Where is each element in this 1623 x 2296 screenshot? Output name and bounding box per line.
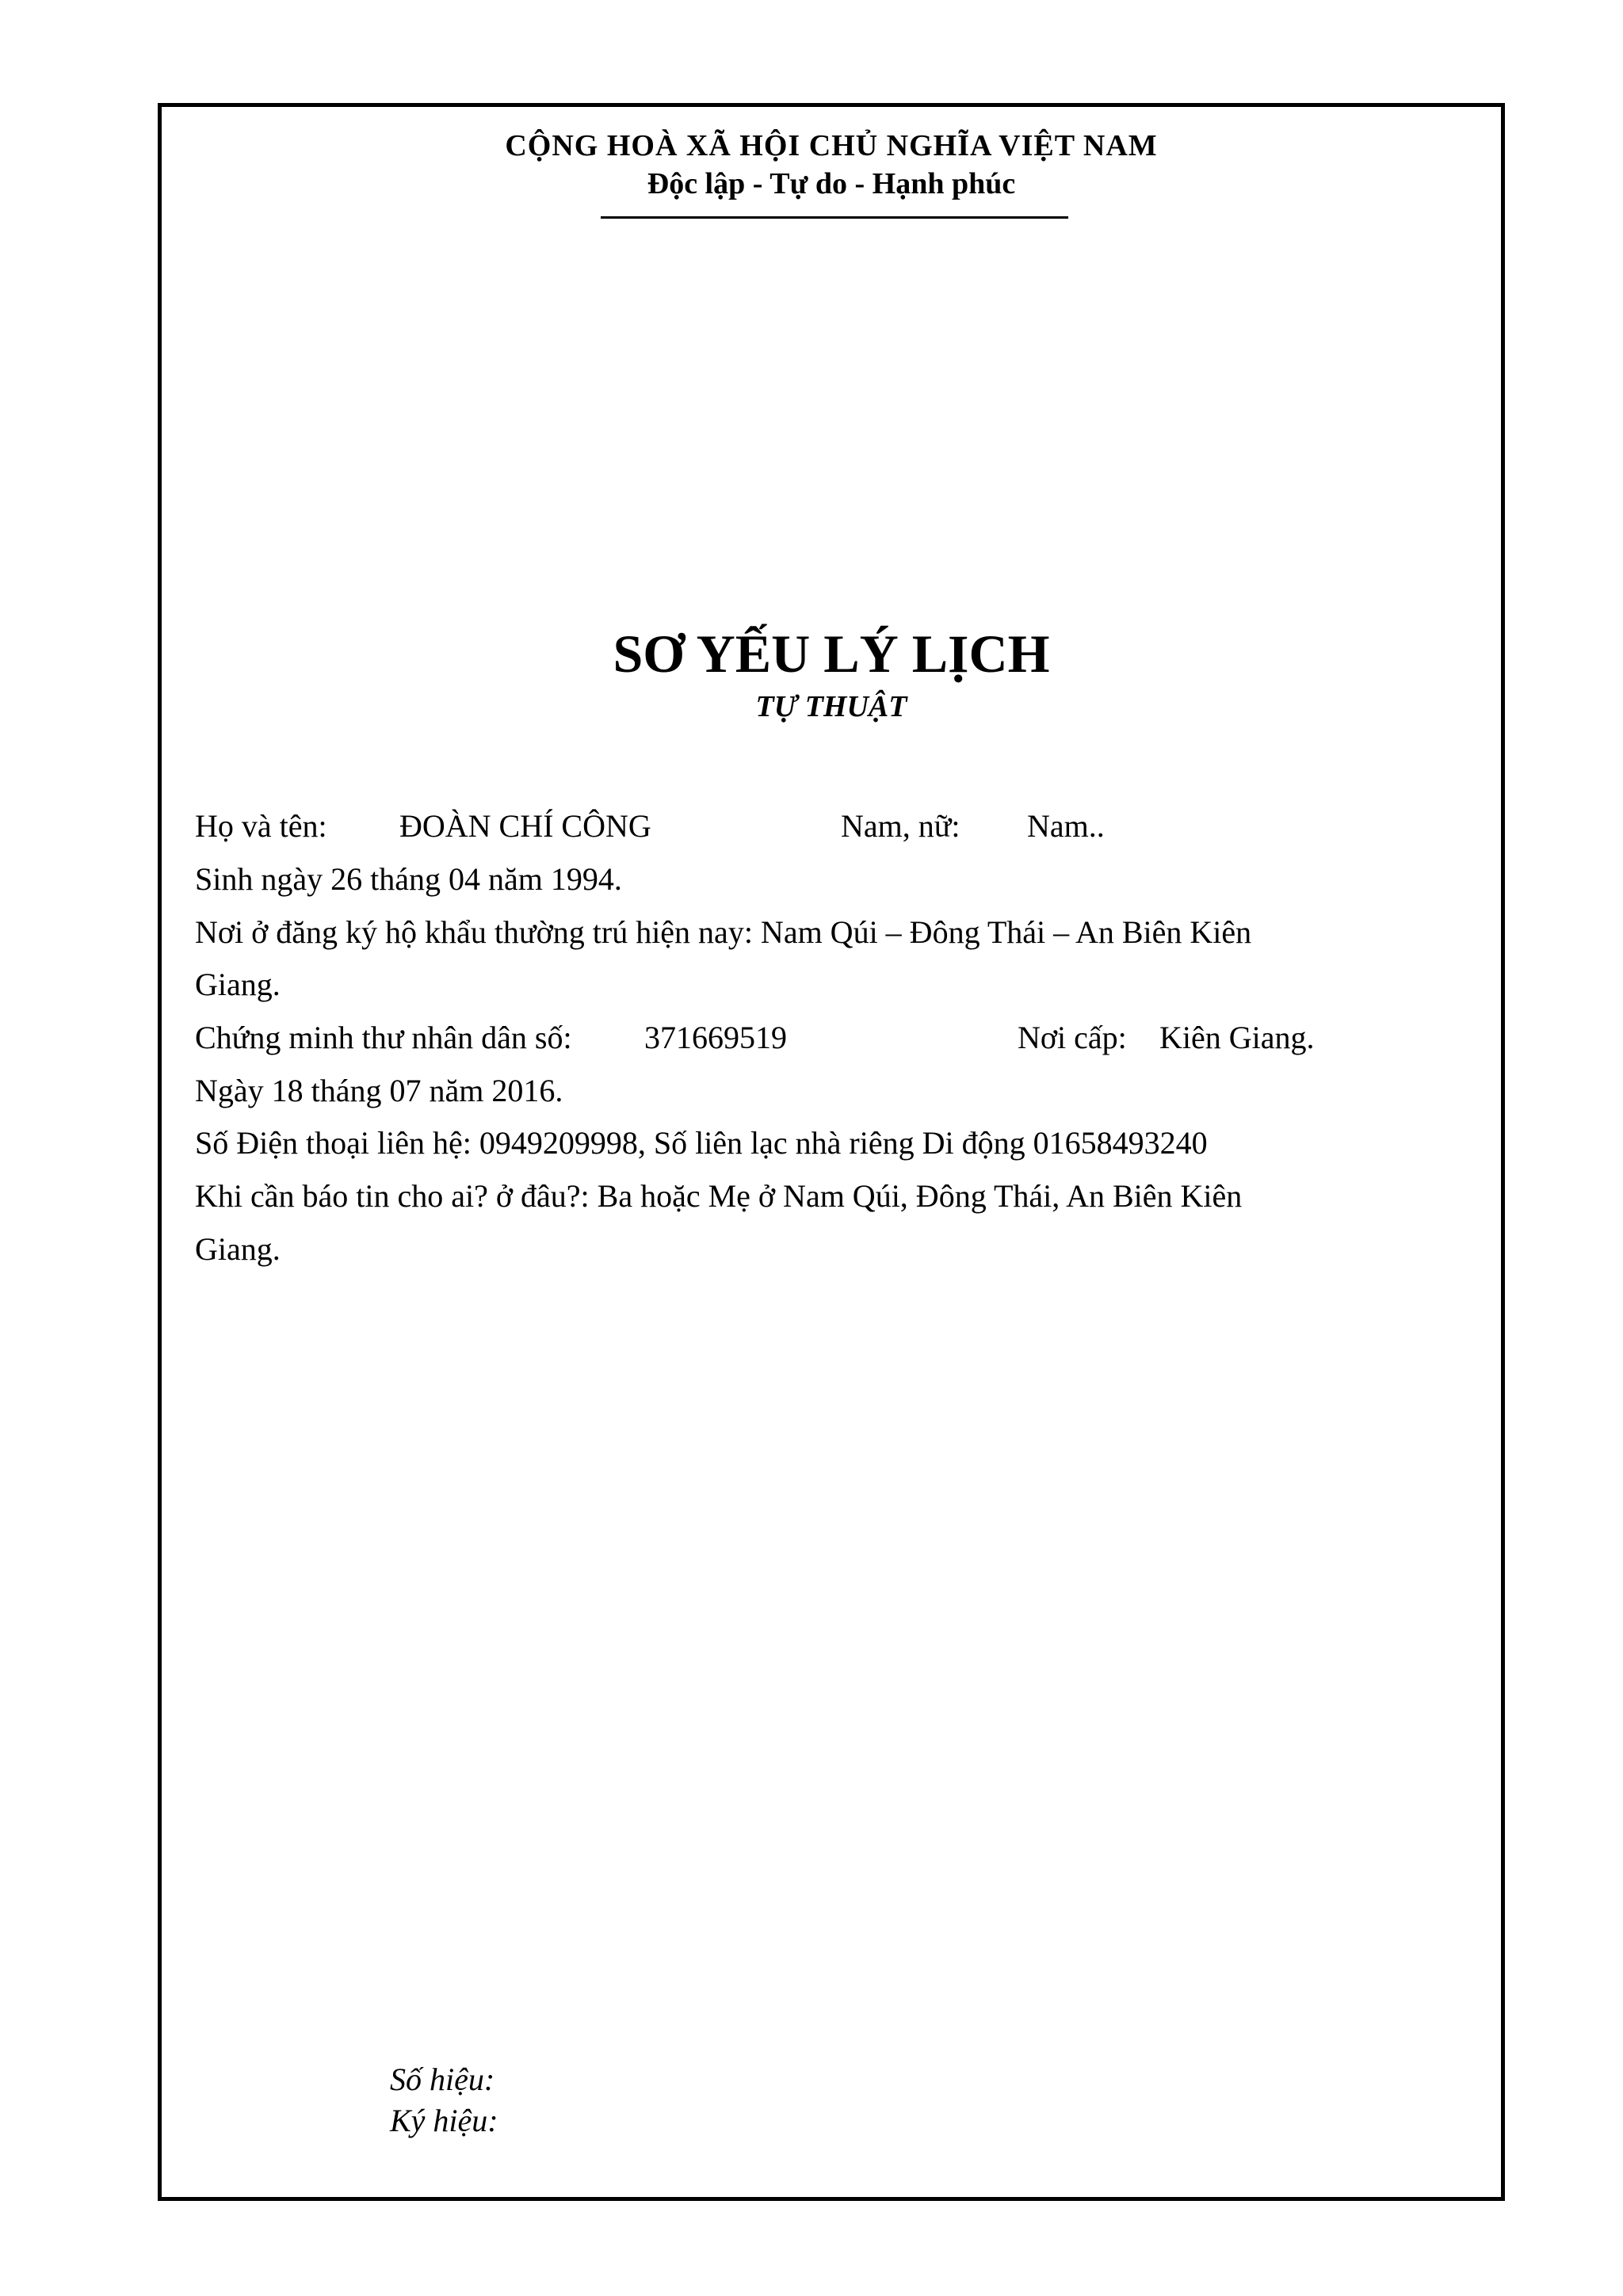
ky-hieu-label: Ký hiệu: bbox=[390, 2103, 498, 2138]
so-hieu-label: Số hiệu: bbox=[390, 2061, 495, 2097]
header-divider bbox=[601, 216, 1068, 219]
name-label: Họ và tên: bbox=[195, 808, 327, 844]
national-motto: Độc lập - Tự do - Hạnh phúc bbox=[647, 167, 1016, 200]
contact-line-1: Khi cần báo tin cho ai? ở đâu?: Ba hoặc Mẹ ở Nam Qúi, Đông Thái, An Biên Kiên bbox=[195, 1178, 1243, 1214]
residence-line-1: Nơi ở đăng ký hộ khẩu thường trú hiện nay: Nam Qúi – Đông Thái – An Biên Kiên bbox=[195, 914, 1252, 950]
issue-date: Ngày 18 tháng 07 năm 2016. bbox=[195, 1073, 563, 1108]
national-title: CỘNG HOÀ XÃ HỘI CHỦ NGHĨA VIỆT NAM bbox=[505, 129, 1158, 162]
id-value: 371669519 bbox=[644, 1020, 787, 1055]
issue-place-value: Kiên Giang. bbox=[1159, 1020, 1315, 1055]
id-label: Chứng minh thư nhân dân số: bbox=[195, 1020, 572, 1055]
name-value: ĐOÀN CHÍ CÔNG bbox=[399, 808, 651, 844]
gender-value: Nam.. bbox=[1027, 808, 1105, 844]
gender-label: Nam, nữ: bbox=[841, 808, 960, 844]
document-title: SƠ YẾU LÝ LỊCH bbox=[613, 624, 1050, 684]
contact-line-2: Giang. bbox=[195, 1231, 281, 1267]
birth-date: Sinh ngày 26 tháng 04 năm 1994. bbox=[195, 861, 622, 897]
document-subtitle: TỰ THUẬT bbox=[755, 690, 907, 723]
phone-line: Số Điện thoại liên hệ: 0949209998, Số liên lạc nhà riêng Di động 01658493240 bbox=[195, 1125, 1208, 1161]
residence-line-2: Giang. bbox=[195, 967, 281, 1002]
issue-place-label: Nơi cấp: bbox=[1018, 1020, 1127, 1055]
